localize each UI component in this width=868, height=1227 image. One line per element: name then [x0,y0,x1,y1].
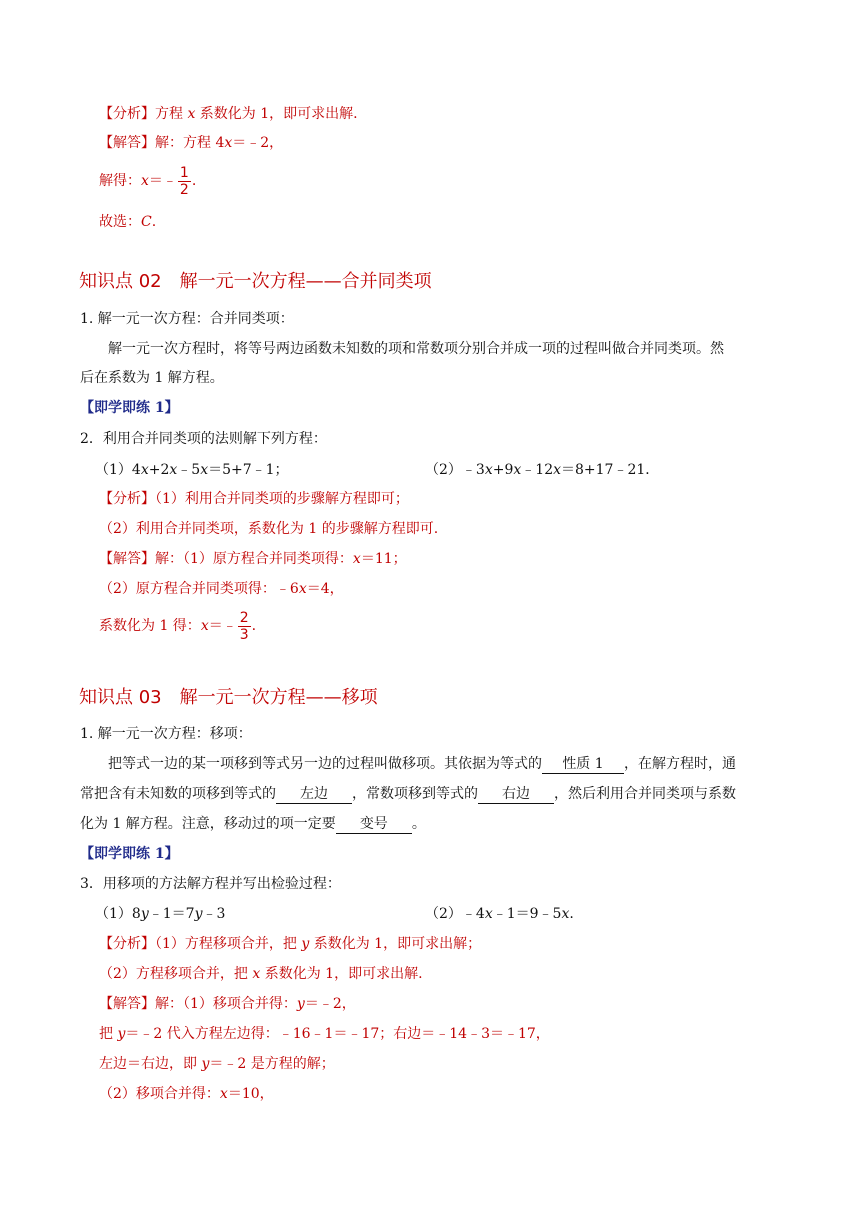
paragraph-line: 化为 1 解方程。注意，移动过的项一定要 变号 。 [80,816,426,832]
answer-line: 【解答】解：（1）移项合并得：y＝﹣2， [99,996,356,1012]
practice-tag: 【即学即练 1】 [80,400,179,416]
analysis-tag: 【分析】 [99,106,155,122]
solve-line: 解得：x＝﹣ $\frac{1}{2}$ . [99,164,197,198]
answer-tag: 【解答】 [99,996,155,1012]
answer-tag: 【解答】 [99,551,155,567]
question-title: 2．利用合并同类项的法则解下列方程： [80,431,327,447]
section-heading-03: 知识点 03 解一元一次方程——移项 [79,687,378,708]
answer-blank: 性质 1 [542,756,624,774]
choose-line: 故选：C. [99,214,157,230]
paragraph-line: 常把含有未知数的项移到等式的 左边 ，常数项移到等式的 右边 ，然后利用合并同类项与系数 [80,786,736,802]
analysis-line: （2）方程移项合并，把 x 系数化为 1，即可求出解. [99,966,423,982]
analysis-tag: 【分析】 [99,936,155,952]
analysis-line: （2）利用合并同类项，系数化为 1 的步骤解方程即可. [99,521,439,537]
paragraph-line: 把等式一边的某一项移到等式另一边的过程叫做移项。其依据为等式的 性质 1 ，在解方程时，通 [108,756,736,772]
section-heading-02: 知识点 02 解一元一次方程——合并同类项 [79,271,432,292]
check-line: 左边＝右边，即 y＝﹣2 是方程的解； [99,1056,335,1072]
equation-2: （2）﹣3x+9x﹣12x＝8+17﹣21． [425,462,660,478]
fraction: $\frac{1}{2}$ [179,164,189,198]
equation-2: （2）﹣4x﹣1＝9﹣5x. [425,906,574,922]
item-title: 1. 解一元一次方程：移项： [80,726,252,742]
analysis-line: 【分析】（1）利用合并同类项的步骤解方程即可； [99,491,409,507]
paragraph-line: 解一元一次方程时，将等号两边函数未知数的项和常数项分别合并成一项的过程叫做合并同类项。然 [108,341,724,357]
analysis-line: 【分析】（1）方程移项合并，把 y 系数化为 1，即可求出解； [99,936,482,952]
answer-line: 【解答】解：方程 4x＝﹣2， [99,135,284,151]
check-line: 把 y＝﹣2 代入方程左边得：﹣16﹣1＝﹣17；右边＝﹣14﹣3＝﹣17， [99,1026,550,1042]
practice-tag: 【即学即练 1】 [80,846,179,862]
answer-line: 【解答】解：（1）原方程合并同类项得：x＝11； [99,551,407,567]
paragraph-line: 后在系数为 1 解方程。 [80,370,224,386]
fraction: $\frac{2}{3}$ [239,609,249,643]
answer-blank: 右边 [478,786,554,804]
answer-line: （2）原方程合并同类项得：﹣6x＝4， [99,581,344,597]
analysis-tag: 【分析】 [99,491,155,507]
coef-line: 系数化为 1 得：x＝﹣ $\frac{2}{3}$ . [99,609,257,643]
equation-1: （1）4x+2x﹣5x＝5+7﹣1； [95,462,289,478]
answer-tag: 【解答】 [99,135,155,151]
question-title: 3．用移项的方法解方程并写出检验过程： [80,876,341,892]
answer-blank: 左边 [276,786,352,804]
answer-line: （2）移项合并得：x＝10， [99,1086,274,1102]
equation-1: （1）8y﹣1＝7y﹣3 [95,906,226,922]
answer-blank: 变号 [336,816,412,834]
analysis-line: 【分析】方程 x 系数化为 1，即可求出解. [99,106,358,122]
item-title: 1. 解一元一次方程：合并同类项： [80,311,294,327]
